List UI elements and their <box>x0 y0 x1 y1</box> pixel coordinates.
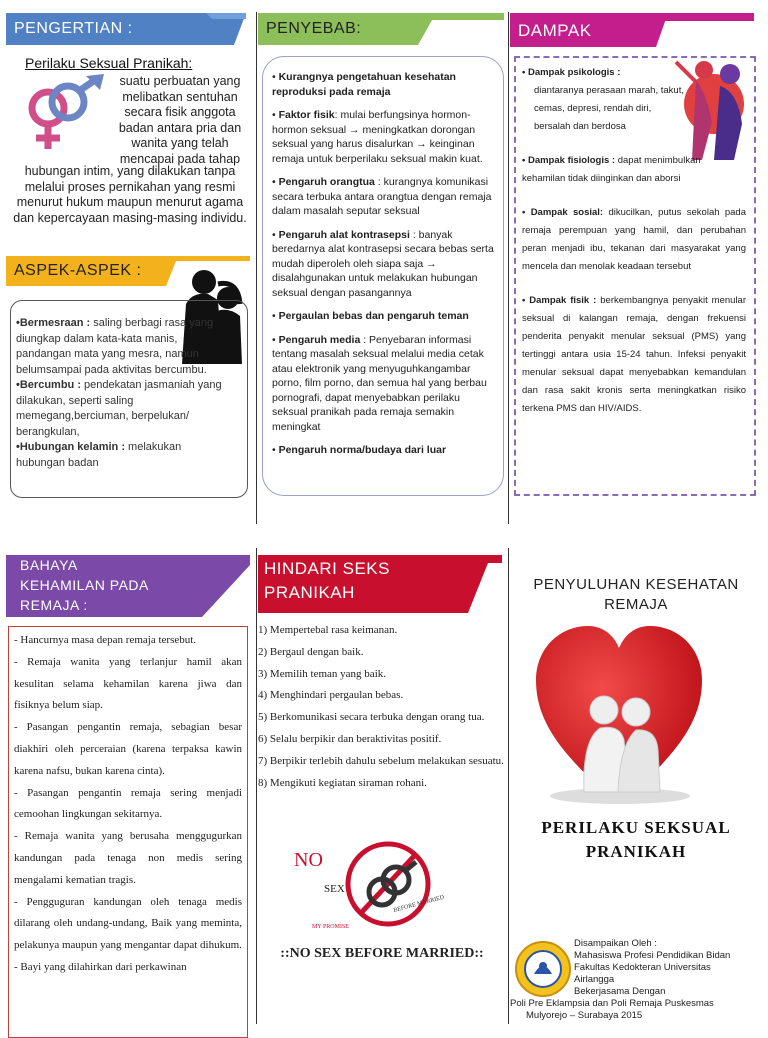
dampak-item-term: Dampak psikologis : <box>527 67 621 78</box>
penyebab-item-desc: : kurangnya komunikasi secara terbuka antara orangtua dengan remaja dalam masalah seputar seksual <box>272 176 492 217</box>
dampak-item-desc: berkembangnya penyakit menular seksual di kalangan remaja, dengan frekuensi penderita penyakit menular seksual (PMS) yang tertinggi antara usia 15-24 tahun. Infeksi penyakit menular seksual dapat menyebabkan kemandulan dan rasa sakit kronis serta meningkatkan risiko terkena PMS dan HIV/AIDS. <box>522 295 746 414</box>
aspek-item: •Bercumbu : pendekatan jasmaniah yang dilakukan, seperti saling memegang,berciuman, berpelukan/ berangkulan, <box>16 379 222 438</box>
bahaya-item-text: Pasangan pengantin remaja, sebagian besar diakhiri oleh perceraian (karena terpaksa kawin karena nafsu, bukan karena cinta). <box>14 721 242 777</box>
hindari-slogan: ::NO SEX BEFORE MARRIED:: <box>280 946 484 961</box>
aspek-item-term: Bercumbu : <box>19 379 81 391</box>
bahaya-banner-l2: KEHAMILAN PADA <box>20 577 149 593</box>
presenter-line: Mahasiswa Profesi Pendidikan Bidan <box>574 950 731 961</box>
dampak-item-term: Dampak fisik : <box>529 295 597 306</box>
penyebab-banner <box>258 13 504 45</box>
bahaya-banner-l3: REMAJA : <box>20 597 88 613</box>
aspek-item: •Bermesraan : saling berbagi rasa yang diungkap dalam kata-kata manis, pandangan mata yang mesra, namun belumsampai pada aktivitas bercumbu. <box>16 317 214 376</box>
presenter-line: Poli Pre Eklampsia dan Poli Remaja Puskesmas <box>510 998 714 1009</box>
hindari-item: 8) Mengikuti kegiatan siraman rohani. <box>258 776 427 789</box>
bahaya-item: - Hancurnya masa depan remaja tersebut. <box>14 634 197 646</box>
presenter-block <box>510 938 762 1022</box>
cover-title-l1: PERILAKU SEKSUAL <box>541 818 731 837</box>
pengertian-banner-label: PENGERTIAN : <box>14 20 133 37</box>
penyebab-item-term: Pengaruh alat kontrasepsi <box>278 228 410 241</box>
penyebab-item: • Pengaruh alat kontrasepsi : banyak beredarnya alat kontrasepsi secara bebas serta mudah diperoleh oleh siapa saja → disalahgunakan untuk melakukan hubungan seksual dengan pasangannya <box>272 228 494 299</box>
hindari-item: 6) Selalu berpikir dan beraktivitas positif. <box>258 732 442 745</box>
fold-line <box>256 548 257 1024</box>
penyebab-item: • Pengaruh orangtua : kurangnya komunikasi secara terbuka antara orangtua dengan remaja dalam masalah seputar seksual <box>272 176 492 217</box>
dampak-item: • Dampak psikologis : diantaranya perasaan marah, takut, cemas, depresi, rendah diri, bersalah dan berdosa <box>522 64 746 136</box>
pengertian-text-b: hubungan intim, yang dilakukan tanpa melalui proses pernikahan yang resmi menurut hukum maupun menurut agama dan kepercayaan masing-masing individu. <box>13 164 247 225</box>
dampak-item: • Dampak sosial: dikucilkan, putus sekolah pada remaja perempuan yang hamil, dan perubahan peran menjadi ibu, tekanan dari masyarakat yang mencela dan menolak keadaan tersebut <box>522 207 747 272</box>
cover-heading-l2: REMAJA <box>604 596 668 613</box>
dampak-banner <box>510 13 754 47</box>
penyebab-item-term: Faktor fisik <box>278 109 335 121</box>
penyebab-item: • Kurangnya pengetahuan kesehatan reproduksi pada remaja <box>272 71 456 98</box>
fold-line <box>508 12 509 524</box>
bahaya-item: - Remaja wanita yang terlanjur hamil akan kesulitan selama kehamilan karena jiwa dan fisiknya belum siap. <box>14 655 242 712</box>
bahaya-item: - Remaja wanita yang berusaha menggugurkan kandungan pada tenaga non medis sering mengalami kematian tragis. <box>14 830 242 886</box>
penyebab-item-desc: : banyak beredarnya alat kontrasepsi secara bebas serta mudah diperoleh oleh siapa saja → disalahgunakan untuk melakukan hubungan seksual dengan pasangannya <box>272 228 494 299</box>
dampak-item-desc: dapat menimbulkan kehamilan tidak diinginkan dan aborsi <box>522 155 701 184</box>
penyebab-item: • Pengaruh norma/budaya dari luar <box>272 444 447 456</box>
penyebab-list <box>272 70 494 458</box>
presenter-line: Mulyorejo – Surabaya 2015 <box>526 1010 643 1021</box>
bahaya-item: - Pasangan pengantin remaja sering menjadi cemoohan lingkungan sekitarnya. <box>14 786 242 821</box>
hindari-item: 7) Berpikir terlebih dahulu sebelum melakukan sesuatu. <box>258 754 504 767</box>
fold-line <box>508 548 509 1024</box>
presenter-line: Airlangga <box>574 974 615 985</box>
dampak-item-term: Dampak sosial: <box>530 207 604 218</box>
dampak-banner-label: DAMPAK <box>518 21 592 40</box>
aspek-list <box>16 316 226 471</box>
hindari-banner-l2: PRANIKAH <box>264 583 355 602</box>
penyebab-item: • Faktor fisik: mulai berfungsinya hormon-hormon seksual → meningkatkan dorongan seksual yang harus disalurkan → keinginan remaja untuk berperilaku seksual makin kuat. <box>272 109 483 165</box>
presenter-line: Bekerjasama Dengan <box>574 986 666 997</box>
hindari-item: 3) Memilih teman yang baik. <box>258 667 386 680</box>
hindari-item: 4) Menghindari pergaulan bebas. <box>258 689 404 702</box>
aspek-item-desc: pendekatan jasmaniah yang dilakukan, seperti saling memegang,berciuman, berpelukan/ berangkulan, <box>16 379 222 438</box>
penyebab-banner-label: PENYEBAB: <box>266 20 362 37</box>
bahaya-item-text: Remaja wanita yang terlanjur hamil akan kesulitan selama kehamilan karena jiwa dan fisiknya belum siap. <box>14 655 242 712</box>
bahaya-item: - Bayi yang dilahirkan dari perkawinan <box>14 960 187 973</box>
aspek-item-term: Hubungan kelamin : <box>19 441 125 453</box>
fold-line <box>256 12 257 524</box>
pengertian-title: Perilaku Seksual Pranikah: <box>25 55 193 71</box>
cover-heading-l1: PENYULUHAN KESEHATAN <box>533 576 739 593</box>
aspek-item: •Hubungan kelamin : melakukan hubungan badan <box>16 441 182 469</box>
pengertian-text-a: suatu perbuatan yang melibatkan sentuhan secara fisik anggota badan antara pria dan wanita yang telah mencapai pada tahap <box>118 74 242 166</box>
gender-symbols-icon <box>16 74 108 156</box>
penyebab-item-term: Pengaruh media <box>278 333 361 346</box>
bahaya-item-text: Pasangan pengantin remaja sering menjadi cemoohan lingkungan sekitarnya. <box>14 786 242 821</box>
bahaya-list <box>14 630 242 979</box>
penyebab-item: • Pergaulan bebas dan pengaruh teman <box>272 310 469 322</box>
dampak-item-term: Dampak fisiologis : <box>527 155 616 166</box>
penyebab-item-term: Pengaruh orangtua <box>278 176 375 188</box>
aspek-item-desc: melakukan hubungan badan <box>16 441 182 469</box>
bahaya-item-text: Hancurnya masa depan remaja tersebut. <box>20 634 197 646</box>
dampak-item: • Dampak fisik : berkembangnya penyakit menular seksual di kalangan remaja, dengan frekuensi penderita penyakit menular seksual (PMS) yang tertinggi antara usia 15-24 tahun. Infeksi penyakit menular seksual dapat menyebabkan kemandulan dan rasa sakit kronis serta meningkatkan risiko terkena PMS dan HIV/AIDS. <box>522 295 746 414</box>
dampak-item-desc: dikucilkan, putus sekolah pada remaja perempuan yang hamil, dan perubahan peran menjadi ibu, tekanan dari masyarakat yang mencela dan menolak keadaan tersebut <box>522 207 747 272</box>
cover-title-l2: PRANIKAH <box>585 842 687 861</box>
bahaya-item-text: Bayi yang dilahirkan dari perkawinan <box>20 960 187 973</box>
aspek-banner-label: ASPEK-ASPEK : <box>14 262 142 279</box>
aspek-item-term: Bermesraan : <box>19 317 91 329</box>
nosex-sex-text: SEX <box>324 883 345 895</box>
dampak-list <box>522 64 746 418</box>
bahaya-item: - Pengguguran kandungan oleh tenaga medis dilarang oleh undang-undang, Baik yang meminta, pelakunya maupun yang mengantar dapat dihukum. <box>14 895 242 952</box>
penyebab-item-desc: : mulai berfungsinya hormon-hormon seksual → meningkatkan dorongan seksual yang harus disalurkan → keinginan remaja untuk berperilaku seksual makin kuat. <box>272 109 483 165</box>
dampak-item-desc: diantaranya perasaan marah, takut, cemas, depresi, rendah diri, bersalah dan berdosa <box>534 85 684 132</box>
penyebab-item-desc: : Penyebaran informasi tentang masalah seksual melalui media cetak atau elektronik yang menyuguhkangambar porno, film porno, dan semua hal yang berbau pornografi, dapat menyebabkan perilaku seksual pranikah pada remaja semakin meningkat <box>272 333 487 433</box>
presenter-line: Fakultas Kedokteran Universitas <box>574 962 711 973</box>
bahaya-item: - Pasangan pengantin remaja, sebagian besar diakhiri oleh perceraian (karena terpaksa kawin karena nafsu, bukan karena cinta). <box>14 721 242 777</box>
hindari-banner-l1: HINDARI SEKS <box>264 559 390 578</box>
hindari-list <box>258 620 506 794</box>
penyebab-item: • Pengaruh media : Penyebaran informasi tentang masalah seksual melalui media cetak atau elektronik yang menyuguhkangambar porno, film porno, dan semua hal yang berbau pornografi, dapat menyebabkan perilaku seksual pranikah pada remaja semakin meningkat <box>272 333 487 433</box>
pengertian-banner <box>6 13 246 45</box>
hindari-banner <box>258 555 502 613</box>
penyebab-item-desc: Kurangnya pengetahuan kesehatan reproduksi pada remaja <box>272 71 456 98</box>
penyebab-item-desc: Pergaulan bebas dan pengaruh teman <box>278 310 469 322</box>
nosex-no-text: NO <box>294 849 323 871</box>
nosex-my-text: MY PROMISE <box>312 924 349 930</box>
hindari-item: 5) Berkomunikasi secara terbuka dengan orang tua. <box>258 711 485 724</box>
bahaya-banner <box>6 555 250 617</box>
heart-couple-icon <box>534 620 704 820</box>
bahaya-item-text: Remaja wanita yang berusaha menggugurkan kandungan pada tenaga non medis sering mengalami kematian tragis. <box>14 830 242 886</box>
hindari-item: 1) Mempertebal rasa keimanan. <box>258 624 398 636</box>
presenter-line: Disampaikan Oleh : <box>574 938 657 949</box>
dampak-item: • Dampak fisiologis : dapat menimbulkan kehamilan tidak diinginkan dan aborsi <box>522 155 701 184</box>
nosex-before-text: BEFORE MARRIED <box>392 894 445 914</box>
penyebab-item-desc: Pengaruh norma/budaya dari luar <box>278 444 447 456</box>
bahaya-item-text: Pengguguran kandungan oleh tenaga medis dilarang oleh undang-undang, Baik yang meminta, pelakunya maupun yang mengantar dapat dihukum. <box>14 895 242 952</box>
bahaya-banner-l1: BAHAYA <box>20 557 78 573</box>
hindari-item: 2) Bergaul dengan baik. <box>258 645 364 658</box>
aspek-item-desc: saling berbagi rasa yang diungkap dalam kata-kata manis, pandangan mata yang mesra, namun belumsampai pada aktivitas bercumbu. <box>16 317 214 376</box>
no-sex-sign-icon <box>290 834 450 934</box>
